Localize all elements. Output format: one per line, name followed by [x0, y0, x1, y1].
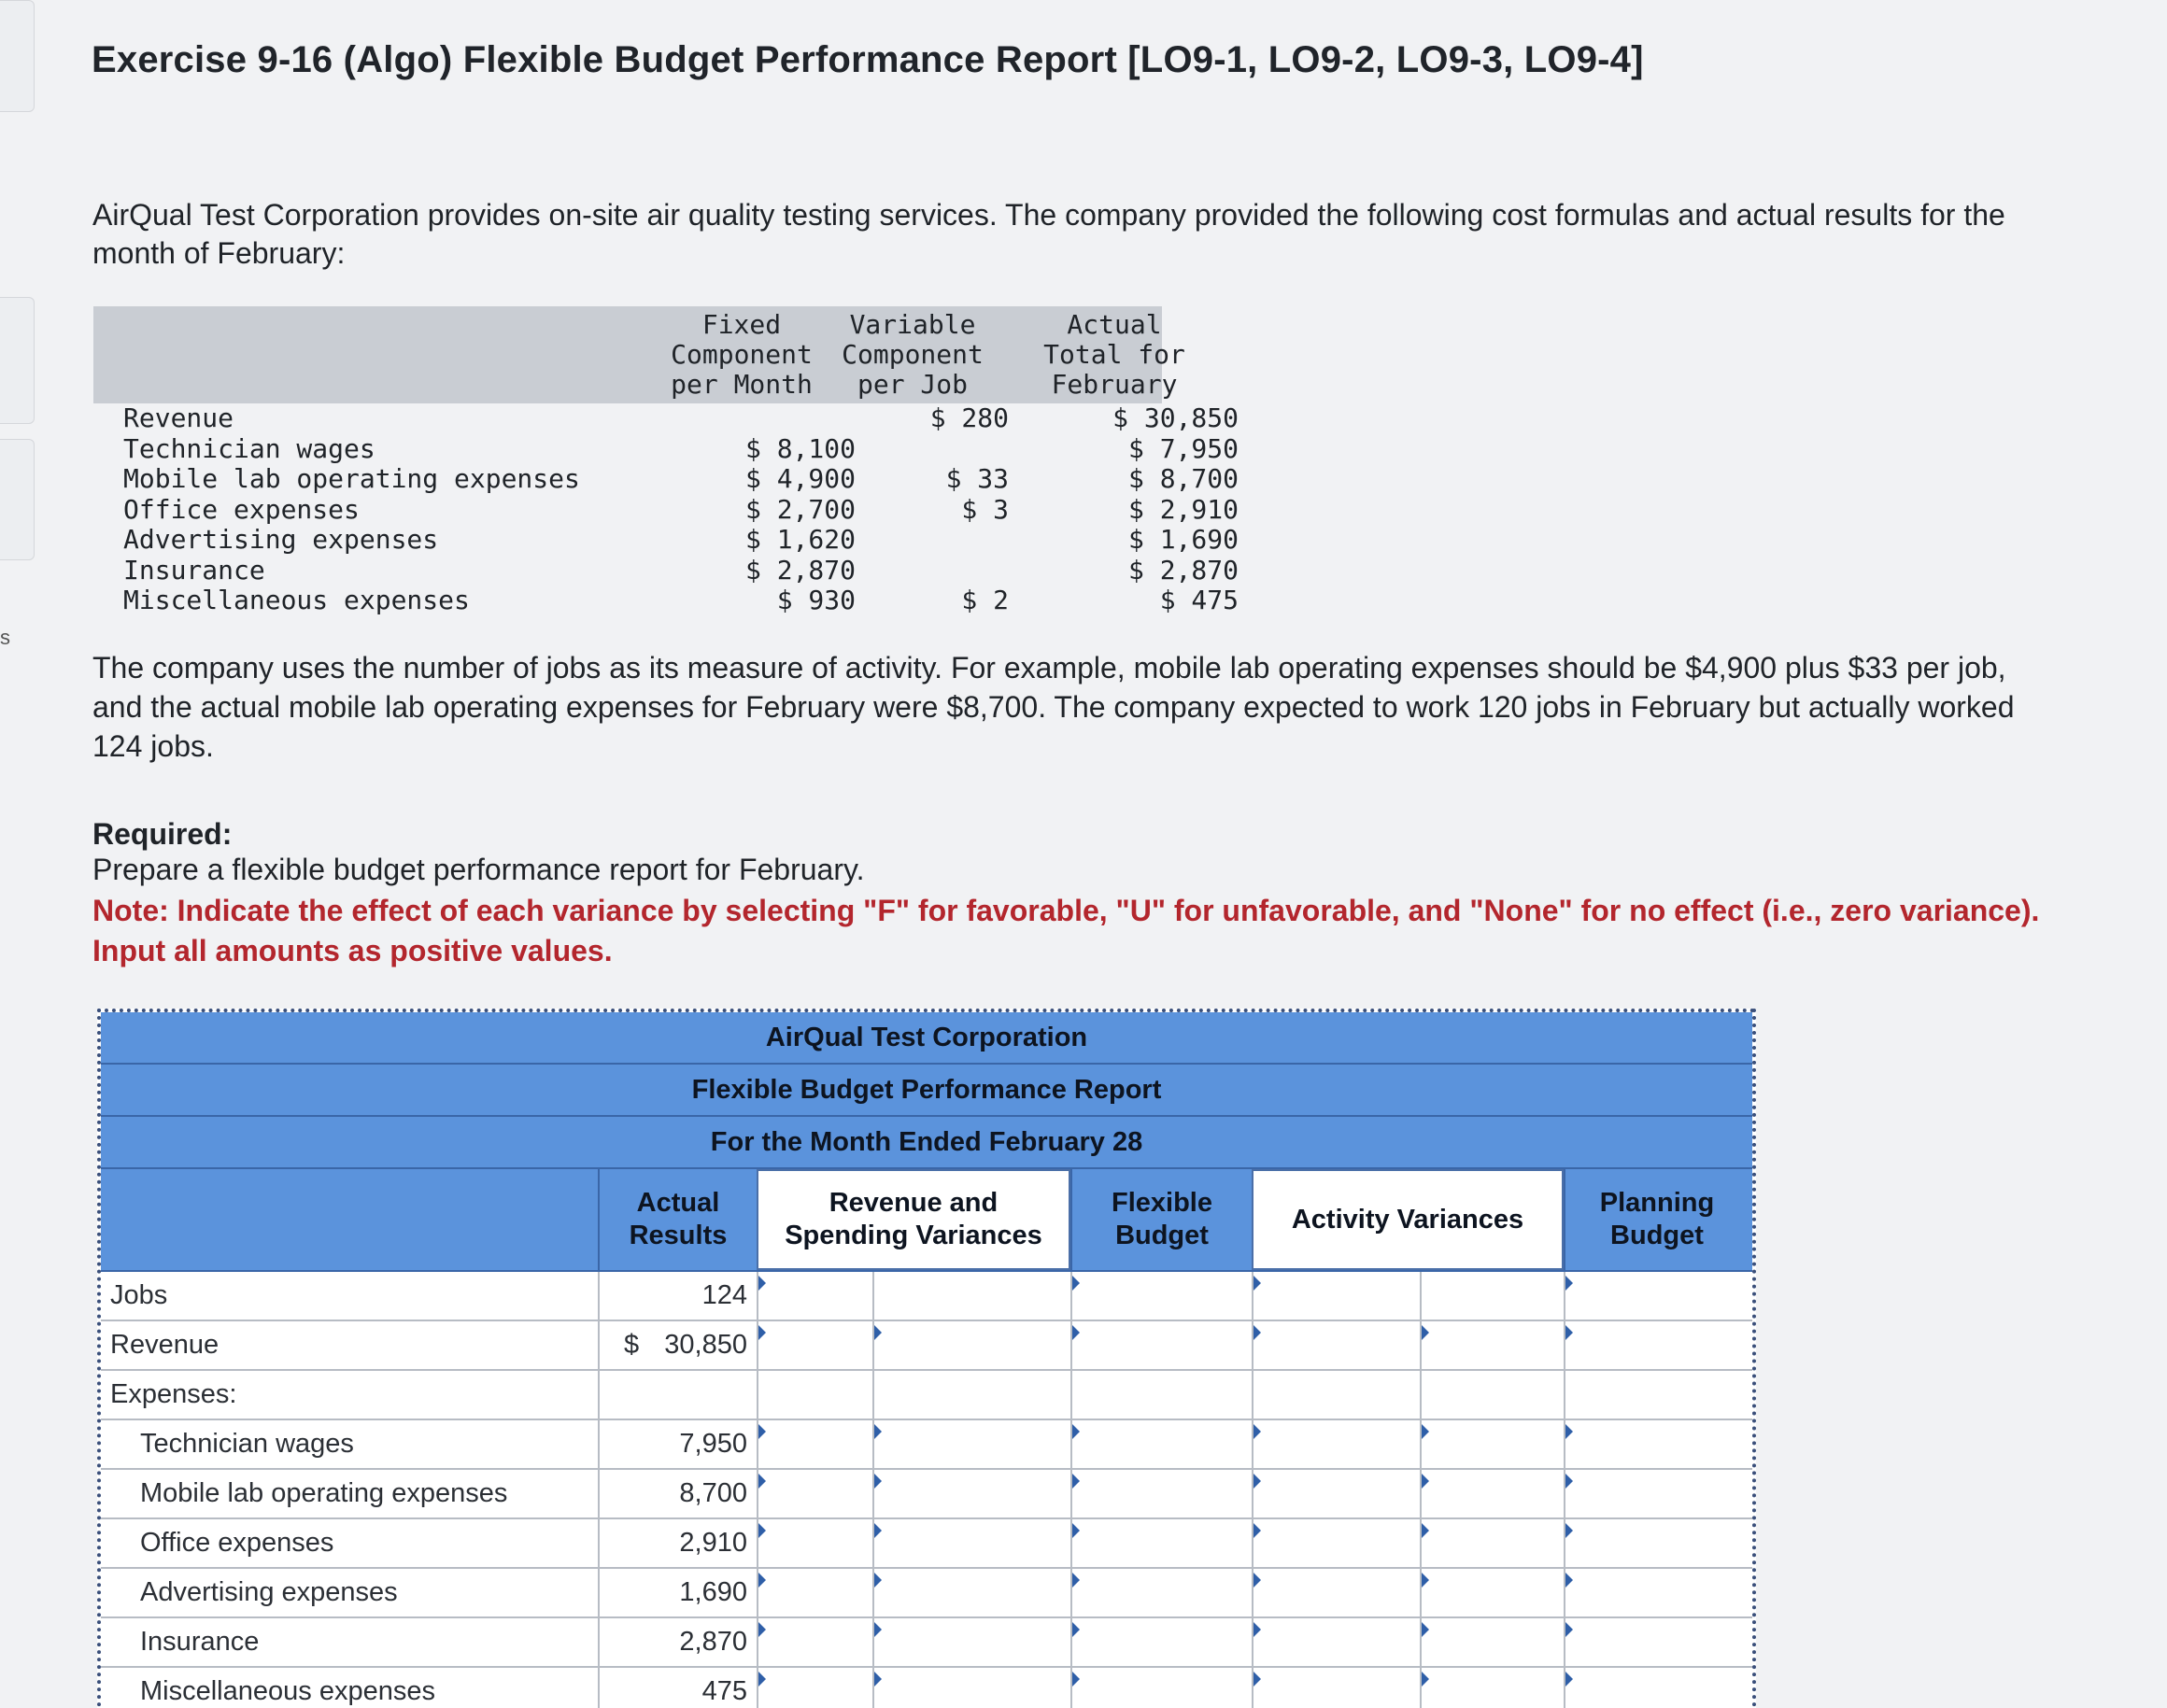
rev-spend-effect-select[interactable]: [872, 1519, 1070, 1567]
actual-value: 8,700: [679, 1478, 747, 1508]
required-section: [92, 816, 2054, 971]
planning-budget-input[interactable]: [1564, 1272, 1749, 1320]
report-row-label: Technician wages: [140, 1429, 354, 1459]
header-variable-component: Variable Component per Job: [842, 309, 984, 400]
header-actual-total: Actual Total for February: [1043, 309, 1185, 400]
report-row: [101, 1668, 1752, 1708]
report-row-actual: [598, 1470, 757, 1517]
left-tab[interactable]: [0, 297, 35, 424]
left-tab[interactable]: [0, 0, 35, 112]
activity-effect-select[interactable]: [1420, 1618, 1564, 1666]
report-row-label: Expenses:: [110, 1379, 237, 1409]
report-row-actual: [598, 1321, 757, 1369]
cost-row-actual: $ 2,910: [1127, 493, 1239, 525]
report-row-actual: [598, 1371, 757, 1419]
report-row: [101, 1321, 1752, 1371]
activity-amount-input: [1252, 1371, 1420, 1419]
planning-budget-input[interactable]: [1564, 1668, 1749, 1708]
rev-spend-effect-select[interactable]: [872, 1272, 1070, 1320]
activity-amount-input[interactable]: [1252, 1519, 1420, 1567]
flexible-budget-input[interactable]: [1070, 1569, 1252, 1616]
activity-effect-select[interactable]: [1420, 1569, 1564, 1616]
report-row-label: Advertising expenses: [140, 1577, 398, 1607]
cost-row-actual: $ 1,690: [1127, 524, 1239, 555]
rev-spend-amount-input: [757, 1371, 872, 1419]
planning-budget-input[interactable]: [1564, 1420, 1749, 1468]
cost-row-actual: $ 30,850: [1112, 402, 1239, 433]
cost-table-body: [93, 402, 1239, 616]
col-flexible-budget: Flexible Budget: [1070, 1169, 1252, 1270]
activity-effect-select[interactable]: [1420, 1272, 1564, 1320]
activity-amount-input[interactable]: [1252, 1668, 1420, 1708]
flexible-budget-input[interactable]: [1070, 1272, 1252, 1320]
activity-effect-select[interactable]: [1420, 1519, 1564, 1567]
report-row-actual: [598, 1519, 757, 1567]
activity-amount-input[interactable]: [1252, 1321, 1420, 1369]
cost-row-actual: $ 8,700: [1127, 463, 1239, 494]
cost-row-label: Miscellaneous expenses: [123, 585, 470, 615]
planning-budget-input[interactable]: [1564, 1470, 1749, 1517]
cost-row-fixed: $ 8,100: [744, 432, 856, 464]
cost-row-label: Mobile lab operating expenses: [123, 463, 580, 494]
activity-effect-select[interactable]: [1420, 1668, 1564, 1708]
actual-value: 30,850: [664, 1330, 747, 1360]
activity-effect-select[interactable]: [1420, 1470, 1564, 1517]
report-row-label: Mobile lab operating expenses: [140, 1478, 508, 1508]
col-revenue-spending-variances: Revenue and Spending Variances: [757, 1169, 1070, 1270]
report-row-actual: [598, 1272, 757, 1320]
left-tab[interactable]: [0, 439, 35, 560]
rev-spend-effect-select[interactable]: [872, 1618, 1070, 1666]
report-row-label: Insurance: [140, 1627, 260, 1657]
cost-row-variable: $ 2: [961, 585, 1009, 615]
cost-table-row: [93, 463, 1239, 495]
actual-value: 7,950: [679, 1429, 747, 1459]
required-note: Note: Indicate the effect of each variance by selecting "F" for favorable, "U" for unfavorable, and "None" for no effect (i.e., zero variance). Input all amounts as positive values.: [92, 894, 2040, 967]
cost-row-label: Revenue: [123, 402, 234, 433]
flexible-budget-input[interactable]: [1070, 1321, 1252, 1369]
activity-amount-input[interactable]: [1252, 1272, 1420, 1320]
col-activity-variances: Activity Variances: [1252, 1169, 1564, 1270]
activity-effect-select[interactable]: [1420, 1420, 1564, 1468]
rev-spend-effect-select[interactable]: [872, 1668, 1070, 1708]
flexible-budget-input[interactable]: [1070, 1668, 1252, 1708]
cost-row-fixed: $ 1,620: [744, 524, 856, 555]
cost-row-label: Office expenses: [123, 493, 360, 525]
report-column-headers: [101, 1169, 1752, 1272]
report-company: AirQual Test Corporation: [101, 1012, 1752, 1065]
cost-table-row: [93, 585, 1239, 616]
report-row: [101, 1272, 1752, 1321]
actual-value: 475: [701, 1676, 747, 1706]
report-row-actual: [598, 1618, 757, 1666]
cost-row-label: Insurance: [123, 554, 265, 586]
report-row-actual: [598, 1569, 757, 1616]
activity-amount-input[interactable]: [1252, 1470, 1420, 1517]
rev-spend-amount-input[interactable]: [757, 1420, 872, 1468]
report-row-actual: [598, 1668, 757, 1708]
cost-row-variable: $ 280: [929, 402, 1009, 433]
activity-amount-input[interactable]: [1252, 1569, 1420, 1616]
rev-spend-amount-input[interactable]: [757, 1569, 872, 1616]
report-row: [101, 1569, 1752, 1618]
cost-row-variable: $ 33: [945, 463, 1009, 494]
col-actual-results: Actual Results: [598, 1169, 757, 1270]
actual-value: 124: [701, 1280, 747, 1310]
report-row: [101, 1618, 1752, 1668]
report-row: [101, 1371, 1752, 1420]
cost-row-actual: $ 7,950: [1127, 432, 1239, 464]
cost-formula-table: [93, 306, 1239, 616]
planning-budget-input[interactable]: [1564, 1519, 1749, 1567]
rev-spend-effect-select: [872, 1371, 1070, 1419]
col-planning-budget: Planning Budget: [1564, 1169, 1749, 1270]
flexible-budget-input[interactable]: [1070, 1420, 1252, 1468]
report-row-label: Miscellaneous expenses: [140, 1676, 435, 1706]
performance-report-table: [97, 1009, 1756, 1708]
cost-row-fixed: $ 2,870: [744, 554, 856, 586]
cost-row-variable: $ 3: [961, 493, 1009, 525]
exercise-title: Exercise 9-16 (Algo) Flexible Budget Performance Report [LO9-1, LO9-2, LO9-3, LO9-4]: [92, 39, 1644, 80]
report-row: [101, 1519, 1752, 1569]
flexible-budget-input[interactable]: [1070, 1470, 1252, 1517]
required-text: Prepare a flexible budget performance report for February.: [92, 853, 865, 886]
actual-value: 1,690: [679, 1577, 747, 1607]
cost-table-row: [93, 402, 1239, 434]
flexible-budget-input[interactable]: [1070, 1618, 1252, 1666]
actual-value: 2,870: [679, 1627, 747, 1657]
rev-spend-amount-input[interactable]: [757, 1668, 872, 1708]
flexible-budget-input: [1070, 1371, 1252, 1419]
cost-row-label: Technician wages: [123, 432, 375, 464]
rev-spend-amount-input[interactable]: [757, 1470, 872, 1517]
report-row: [101, 1470, 1752, 1519]
left-panel-edge: [0, 0, 35, 1708]
planning-budget-input[interactable]: [1564, 1569, 1749, 1616]
activity-effect-select[interactable]: [1420, 1321, 1564, 1369]
actual-value: 2,910: [679, 1528, 747, 1558]
planning-budget-input: [1564, 1371, 1749, 1419]
cost-row-actual: $ 475: [1159, 585, 1239, 615]
report-row-label: Revenue: [110, 1330, 220, 1360]
planning-budget-input[interactable]: [1564, 1321, 1749, 1369]
required-heading: Required:: [92, 817, 233, 851]
cost-row-fixed: $ 4,900: [744, 463, 856, 494]
rev-spend-effect-select[interactable]: [872, 1569, 1070, 1616]
report-period: For the Month Ended February 28: [101, 1117, 1752, 1169]
rev-spend-amount-input[interactable]: [757, 1321, 872, 1369]
rev-spend-effect-select[interactable]: [872, 1321, 1070, 1369]
header-fixed-component: Fixed Component per Month: [671, 309, 813, 400]
rev-spend-amount-input[interactable]: [757, 1272, 872, 1320]
report-row: [101, 1420, 1752, 1470]
cost-row-fixed: $ 930: [776, 585, 856, 615]
report-body: [101, 1272, 1752, 1708]
planning-budget-input[interactable]: [1564, 1618, 1749, 1666]
cost-table-row: [93, 524, 1239, 556]
flexible-budget-input[interactable]: [1070, 1519, 1252, 1567]
activity-amount-input[interactable]: [1252, 1420, 1420, 1468]
report-name: Flexible Budget Performance Report: [101, 1065, 1752, 1117]
report-row-actual: [598, 1420, 757, 1468]
cost-table-row: [93, 554, 1239, 586]
currency-symbol: $: [624, 1330, 640, 1360]
activity-measure-text: The company uses the number of jobs as its measure of activity. For example, mobile lab operating expenses should be $4,900 plus $33 per job, and the actual mobile lab operating expenses for February were $8,700. The company expected to work 120 jobs in February but actually worked 124 jobs.: [92, 651, 2015, 763]
margin-letter: s: [0, 626, 10, 649]
cost-row-actual: $ 2,870: [1127, 554, 1239, 586]
cost-row-fixed: $ 2,700: [744, 493, 856, 525]
rev-spend-amount-input[interactable]: [757, 1618, 872, 1666]
report-row-label: Office expenses: [140, 1528, 334, 1558]
intro-text: AirQual Test Corporation provides on-site air quality testing services. The company provided the following cost formulas and actual results for the month of February:: [92, 198, 2005, 270]
activity-amount-input[interactable]: [1252, 1618, 1420, 1666]
cost-row-label: Advertising expenses: [123, 524, 439, 555]
rev-spend-amount-input[interactable]: [757, 1519, 872, 1567]
rev-spend-effect-select[interactable]: [872, 1470, 1070, 1517]
cost-table-row: [93, 493, 1239, 526]
activity-effect-select: [1420, 1371, 1564, 1419]
cost-table-header: [93, 306, 1185, 403]
rev-spend-effect-select[interactable]: [872, 1420, 1070, 1468]
report-row-label: Jobs: [110, 1280, 168, 1310]
cost-table-row: [93, 432, 1239, 465]
